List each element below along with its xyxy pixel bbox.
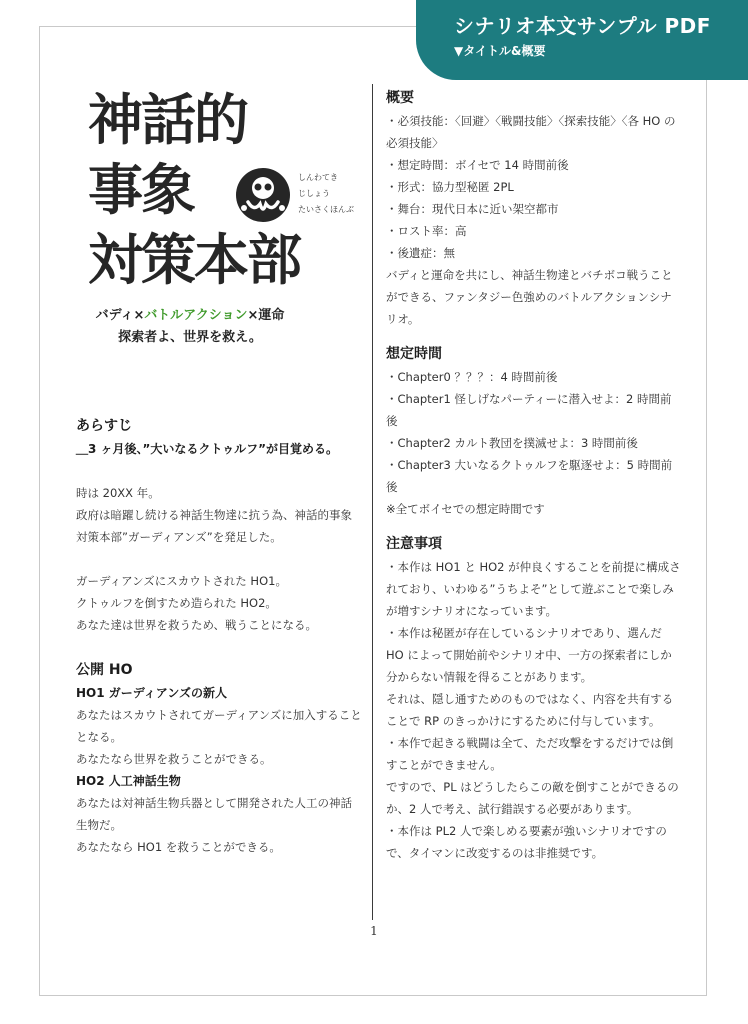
ho1-title: HO1 ガーディアンズの新人 xyxy=(76,686,227,700)
overview-line: ・必須技能：〈回避〉〈戦闘技能〉〈探索技能〉〈各 HO の必須技能〉 xyxy=(386,114,676,150)
logo-reading: しんわてき じしょう たいさくほんぶ xyxy=(298,173,354,214)
synopsis-heading: あらすじ xyxy=(76,418,132,434)
synopsis-line: 時は 20XX 年。 xyxy=(76,486,160,500)
overview-line: ・想定時間：ボイセで 14 時間前後 xyxy=(386,158,569,172)
synopsis-line: クトゥルフを倒すため造られた HO2。 xyxy=(76,596,277,610)
ho2-line: あなたは対神話生物兵器として開発された人工の神話生物だ。 xyxy=(76,796,352,832)
right-column xyxy=(386,86,682,864)
synopsis-line: 政府は暗躍し続ける神話生物達に抗う為、神話的事象対策本部”ガーディアンズ”を発足した。 xyxy=(76,508,352,544)
estimated-time-heading: 想定時間 xyxy=(386,346,442,362)
ho2-line: あなたなら HO1 を救うことができる。 xyxy=(76,840,281,854)
time-line: ・Chapter3 大いなるクトゥルフを駆逐せよ：5 時間前後 xyxy=(386,458,673,494)
overview-line: ・形式：協力型秘匿 2PL xyxy=(386,180,514,194)
overview-heading: 概要 xyxy=(386,90,414,106)
tagline-sub: 探索者よ、世界を救え。 xyxy=(118,330,262,345)
title-logo xyxy=(88,90,358,300)
left-column xyxy=(76,414,362,858)
ho1-line: あなたなら世界を救うことができる。 xyxy=(76,752,272,766)
banner-title: シナリオ本文サンプル PDF xyxy=(454,14,711,38)
overview-line: ・舞台：現代日本に近い架空都市 xyxy=(386,202,559,216)
tagline-highlight: バトルアクション xyxy=(144,308,248,323)
time-line: ・Chapter0 ？？？：4 時間前後 xyxy=(386,370,558,384)
notes-line: ・本作は HO1 と HO2 が仲良くすることを前提に構成されており、いわゆる”うちよそ”として遊ぶことで楽しみが増すシナリオになっています。 xyxy=(386,560,681,618)
synopsis-line: あなた達は世界を救うため、戦うことになる。 xyxy=(76,618,318,632)
time-note: ※全てボイセでの想定時間です xyxy=(386,502,545,516)
logo-row-2: 事象 xyxy=(88,158,195,222)
notes-line: ですので、PL はどうしたらこの敵を倒すことができるのか、2 人で考え、試行錯誤する必要があります。 xyxy=(386,780,679,816)
ho2-title: HO2 人工神話生物 xyxy=(76,774,181,788)
notes-line: ・本作は PL2 人で楽しめる要素が強いシナリオですので、タイマンに改変するのは非推奨です。 xyxy=(386,824,667,860)
time-line: ・Chapter1 怪しげなパーティーに潜入せよ：2 時間前後 xyxy=(386,392,672,428)
notes-line: ・本作は秘匿が存在しているシナリオであり、選んだ HO によって開始前やシナリオ中、一方の探索者にしか分からない情報を得ることがあります。 xyxy=(386,626,672,684)
overview-line: ・ロスト率：高 xyxy=(386,224,467,238)
banner-subtitle: ▼タイトル&概要 xyxy=(454,44,546,58)
public-ho-heading: 公開 HO xyxy=(76,662,133,678)
ho1-line: あなたはスカウトされてガーディアンズに加入することとなる。 xyxy=(76,708,362,744)
notes-line: ・本作で起きる戦闘は全て、ただ攻撃をするだけでは倒すことができません。 xyxy=(386,736,674,772)
logo-row-3: 対策本部 xyxy=(88,228,301,292)
logo-row-1: 神話的 xyxy=(88,88,248,152)
time-line: ・Chapter2 カルト教団を撲滅せよ：3 時間前後 xyxy=(386,436,638,450)
column-divider xyxy=(372,84,373,920)
page-number: 1 xyxy=(370,924,378,938)
overview-description: バディと運命を共にし、神話生物達とバチボコ戦うことができる、ファンタジー色強めのバトルアクションシナリオ。 xyxy=(386,268,673,326)
sample-banner xyxy=(416,0,748,80)
notes-line: それは、隠し通すためのものではなく、内容を共有することで RP のきっかけにするために付与しています。 xyxy=(386,692,674,728)
tagline: バディ×バトルアクション×運命 xyxy=(95,308,285,323)
notes-heading: 注意事項 xyxy=(386,536,442,552)
overview-line: ・後遺症：無 xyxy=(386,246,455,260)
octopus-emblem-icon xyxy=(234,166,292,224)
synopsis-lead: ＿3 ヶ月後、”大いなるクトゥルフ”が目覚める。 xyxy=(76,442,339,456)
synopsis-line: ガーディアンズにスカウトされた HO1。 xyxy=(76,574,287,588)
